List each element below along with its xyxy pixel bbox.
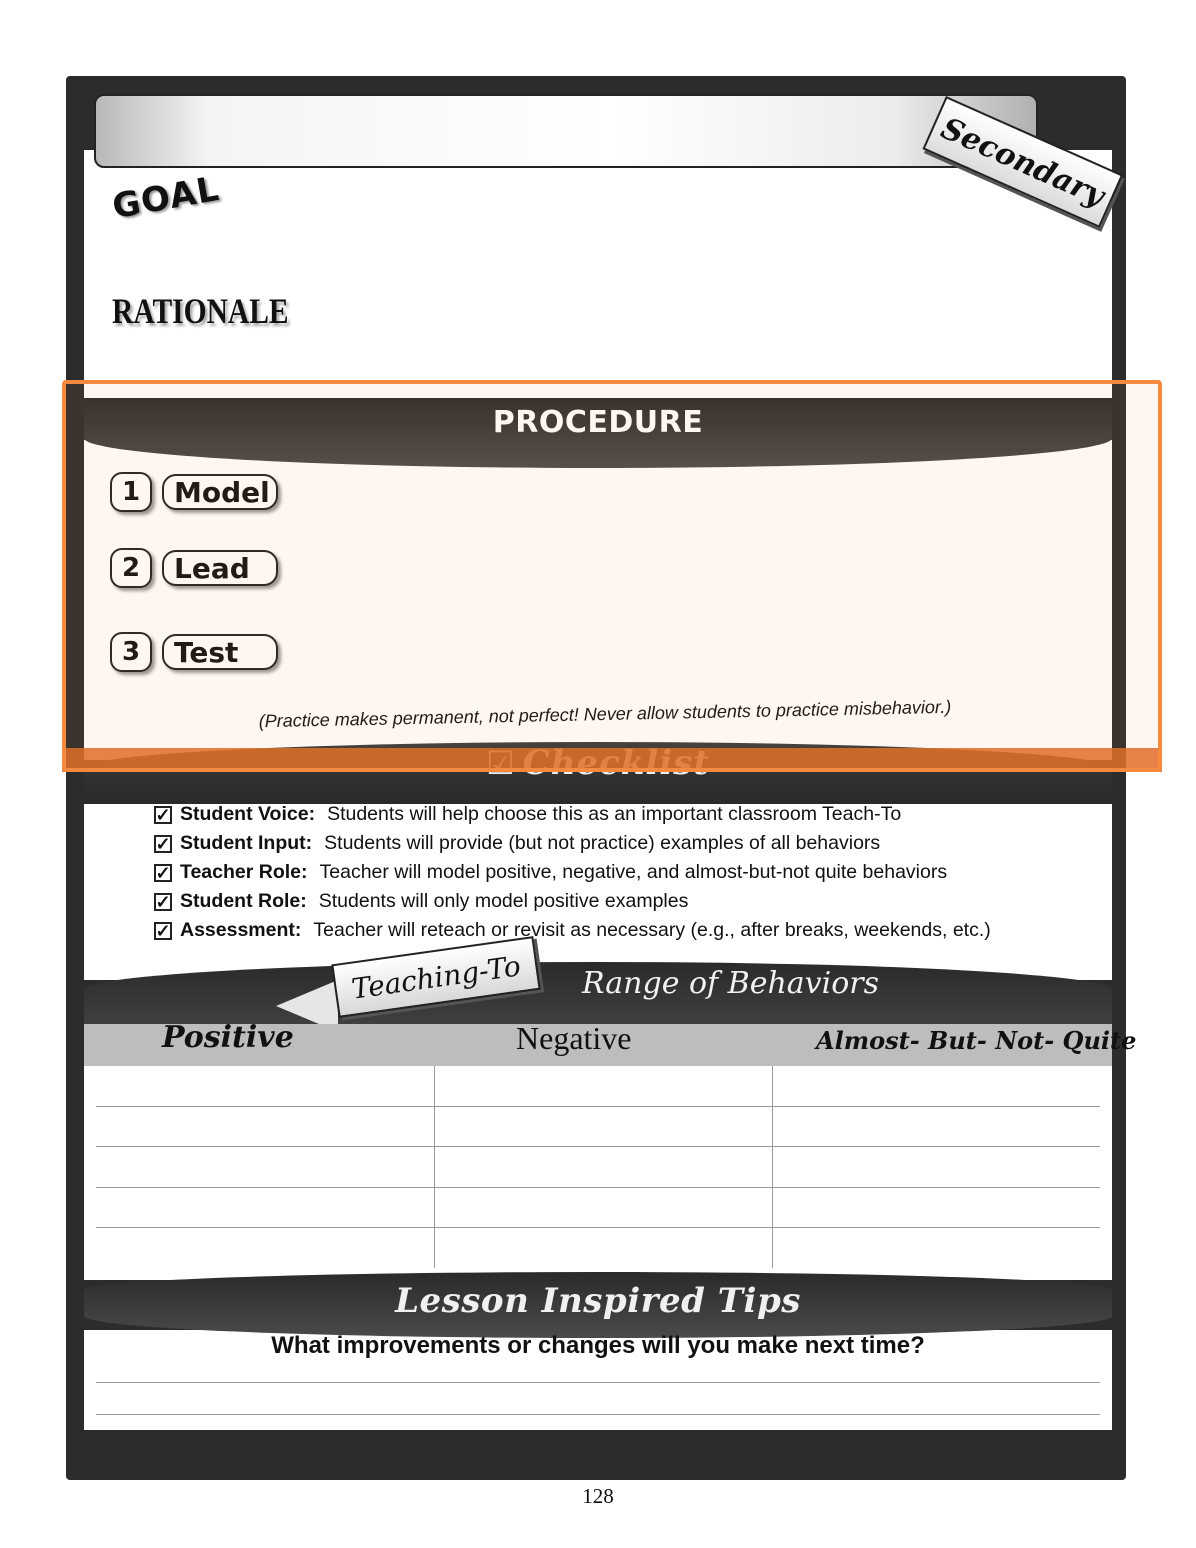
title-input-bar[interactable] bbox=[94, 94, 1038, 168]
procedure-title: PROCEDURE bbox=[492, 404, 704, 440]
checklist-item-label: Student Voice: bbox=[180, 803, 316, 825]
checklist-item-text: Students will provide (but not practice) examples of all behaviors bbox=[324, 832, 881, 854]
goal-heading: GOAL bbox=[109, 168, 223, 228]
step-number: 2 bbox=[110, 548, 152, 588]
checklist-item-text: Teacher will model positive, negative, and almost-but-not quite behaviors bbox=[319, 861, 948, 883]
secondary-badge: Secondary bbox=[922, 96, 1123, 228]
checklist-item-text: Students will help choose this as an important classroom Teach-To bbox=[327, 803, 902, 825]
teaching-to-ribbon: Teaching-To bbox=[331, 936, 541, 1018]
checklist bbox=[154, 800, 991, 945]
tips-question: What improvements or changes will you make next time? bbox=[271, 1332, 925, 1359]
checklist-item bbox=[154, 916, 991, 945]
checklist-item bbox=[154, 858, 991, 887]
tips-banner bbox=[84, 1272, 1112, 1338]
practice-note: (Practice makes permanent, not perfect! Never allow students to practice misbehavior.) bbox=[258, 696, 952, 732]
column-header-negative: Negative bbox=[516, 1020, 632, 1056]
checklist-item-text: Teacher will reteach or revisit as necessary (e.g., after breaks, weekends, etc.) bbox=[313, 919, 991, 941]
table-column-line bbox=[772, 1066, 773, 1268]
column-header-almost: Almost- But- Not- Quite bbox=[816, 1026, 1137, 1055]
table-row-line bbox=[96, 1106, 1100, 1107]
highlight-box bbox=[62, 380, 1162, 772]
behavior-table[interactable] bbox=[96, 1066, 1100, 1268]
range-title: Range of Behaviors bbox=[582, 966, 880, 1001]
range-banner bbox=[84, 962, 1112, 1026]
checklist-item bbox=[154, 829, 991, 858]
tips-title: Lesson Inspired Tips bbox=[395, 1281, 801, 1321]
column-header-positive: Positive bbox=[162, 1020, 294, 1055]
top-panel bbox=[84, 150, 1112, 400]
step-number: 3 bbox=[110, 632, 152, 672]
checkbox-icon: ✓ bbox=[155, 862, 171, 883]
checklist-item-text: Students will only model positive examples bbox=[318, 890, 689, 912]
writing-line[interactable] bbox=[96, 1414, 1100, 1415]
checklist-item-label: Student Role: bbox=[180, 890, 307, 912]
table-column-line bbox=[434, 1066, 435, 1268]
checkbox-icon: ✓ bbox=[155, 804, 171, 825]
checklist-item bbox=[154, 887, 991, 916]
table-row-line bbox=[96, 1146, 1100, 1147]
writing-line[interactable] bbox=[96, 1382, 1100, 1383]
page-number: 128 bbox=[582, 1484, 614, 1508]
checkbox-icon: ✓ bbox=[155, 891, 171, 912]
step-label: Lead bbox=[162, 550, 278, 586]
step-number: 1 bbox=[110, 472, 152, 512]
table-row-line bbox=[96, 1187, 1100, 1188]
step-label: Test bbox=[162, 634, 278, 670]
checklist-item bbox=[154, 800, 991, 829]
checklist-item-label: Teacher Role: bbox=[180, 861, 308, 883]
checkbox-icon: ✓ bbox=[155, 920, 171, 941]
checklist-item-label: Assessment: bbox=[180, 919, 302, 941]
table-row-line bbox=[96, 1227, 1100, 1228]
checklist-item-label: Student Input: bbox=[180, 832, 313, 854]
rationale-heading: RATIONALE bbox=[112, 291, 289, 331]
step-label: Model bbox=[162, 474, 278, 510]
checkbox-icon: ✓ bbox=[155, 833, 171, 854]
